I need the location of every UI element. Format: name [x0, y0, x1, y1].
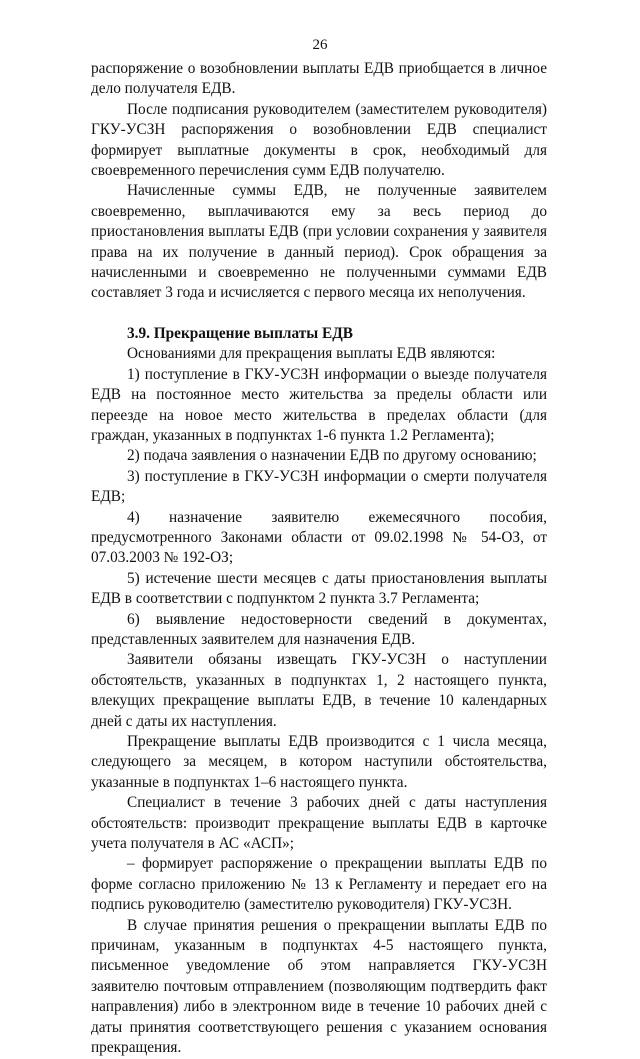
- document-body: [91, 59, 547, 1059]
- list-item: 6) выявление недостоверности сведений в документах, представленных заявителем для назначения ЕДВ.: [91, 610, 547, 648]
- paragraph-payment-documents: После подписания руководителем (заместителем руководителя) ГКУ-УСЗН распоряжения о возобновлении ЕДВ специалист формирует выплатные документы в срок, необходимый для своевременного перечисления сумм ЕДВ получателю.: [91, 100, 547, 180]
- paragraph-accrued-sums: Начисленные суммы ЕДВ, не полученные заявителем своевременно, выплачиваются ему за весь период до приостановления выплаты ЕДВ (при условии сохранения у заявителя права на их получение в данный период). Срок обращения за начисленными и своевременно не полученными суммами ЕДВ составляет 3 года и исчисляется с первого месяца их неполучения.: [91, 182, 547, 302]
- paragraph-order-formation: – формирует распоряжение о прекращении выплаты ЕДВ по форме согласно приложению № 13 к Регламенту и передает его на подпись руководителю (заместителю руководителя) ГКУ-УСЗН.: [91, 855, 547, 914]
- paragraph-termination-date: Прекращение выплаты ЕДВ производится с 1 числа месяца, следующего за месяцем, в котором наступили обстоятельства, указанные в подпунктах 1–6 настоящего пункта.: [91, 733, 547, 791]
- page-number: 26: [312, 37, 328, 53]
- paragraph-continuation: распоряжение о возобновлении выплаты ЕДВ приобщается в личное дело получателя ЕДВ.: [91, 60, 547, 98]
- list-item: 4) назначение заявителю ежемесячного пособия, предусмотренного Законами области от 09.02.1998 № 54-ОЗ, от 07.03.2003 № 192-ОЗ;: [91, 508, 547, 567]
- list-item: 1) поступление в ГКУ-УСЗН информации о выезде получателя ЕДВ на постоянное место жительства за пределы области или переезде на новое место жительства в пределах области (для граждан, указанных в подпунктах 1-6 пункта 1.2 Регламента);: [91, 365, 547, 444]
- list-item: 5) истечение шести месяцев с даты приостановления выплаты ЕДВ в соответствии с подпунктом 2 пункта 3.7 Регламента;: [91, 569, 547, 608]
- paragraph-notification: В случае принятия решения о прекращении выплаты ЕДВ по причинам, указанным в подпунктах 4-5 настоящего пункта, письменное уведомление об этом направляется ГКУ-УСЗН заявителю почтовым отправлением (позволяющим подтвердить факт направления) либо в электронном виде в течение 10 рабочих дней с даты принятия соответствующего решения с указанием основания прекращения.: [91, 916, 547, 1057]
- section-lead: Основаниями для прекращения выплаты ЕДВ являются:: [127, 345, 496, 363]
- section-heading: 3.9. Прекращение выплаты ЕДВ: [127, 324, 353, 342]
- paragraph-specialist-action: Специалист в течение 3 рабочих дней с даты наступления обстоятельств: производит прекращение выплаты ЕДВ в карточке учета получателя в АС «АСП»;: [91, 794, 547, 853]
- list-item: 2) подача заявления о назначении ЕДВ по другому основанию;: [127, 447, 537, 465]
- paragraph-applicant-obligation: Заявители обязаны извещать ГКУ-УСЗН о наступлении обстоятельств, указанных в подпунктах 1, 2 настоящего пункта, влекущих прекращение выплаты ЕДВ, в течение 10 календарных дней с даты их наступления.: [91, 651, 547, 730]
- list-item: 3) поступление в ГКУ-УСЗН информации о смерти получателя ЕДВ;: [91, 467, 547, 506]
